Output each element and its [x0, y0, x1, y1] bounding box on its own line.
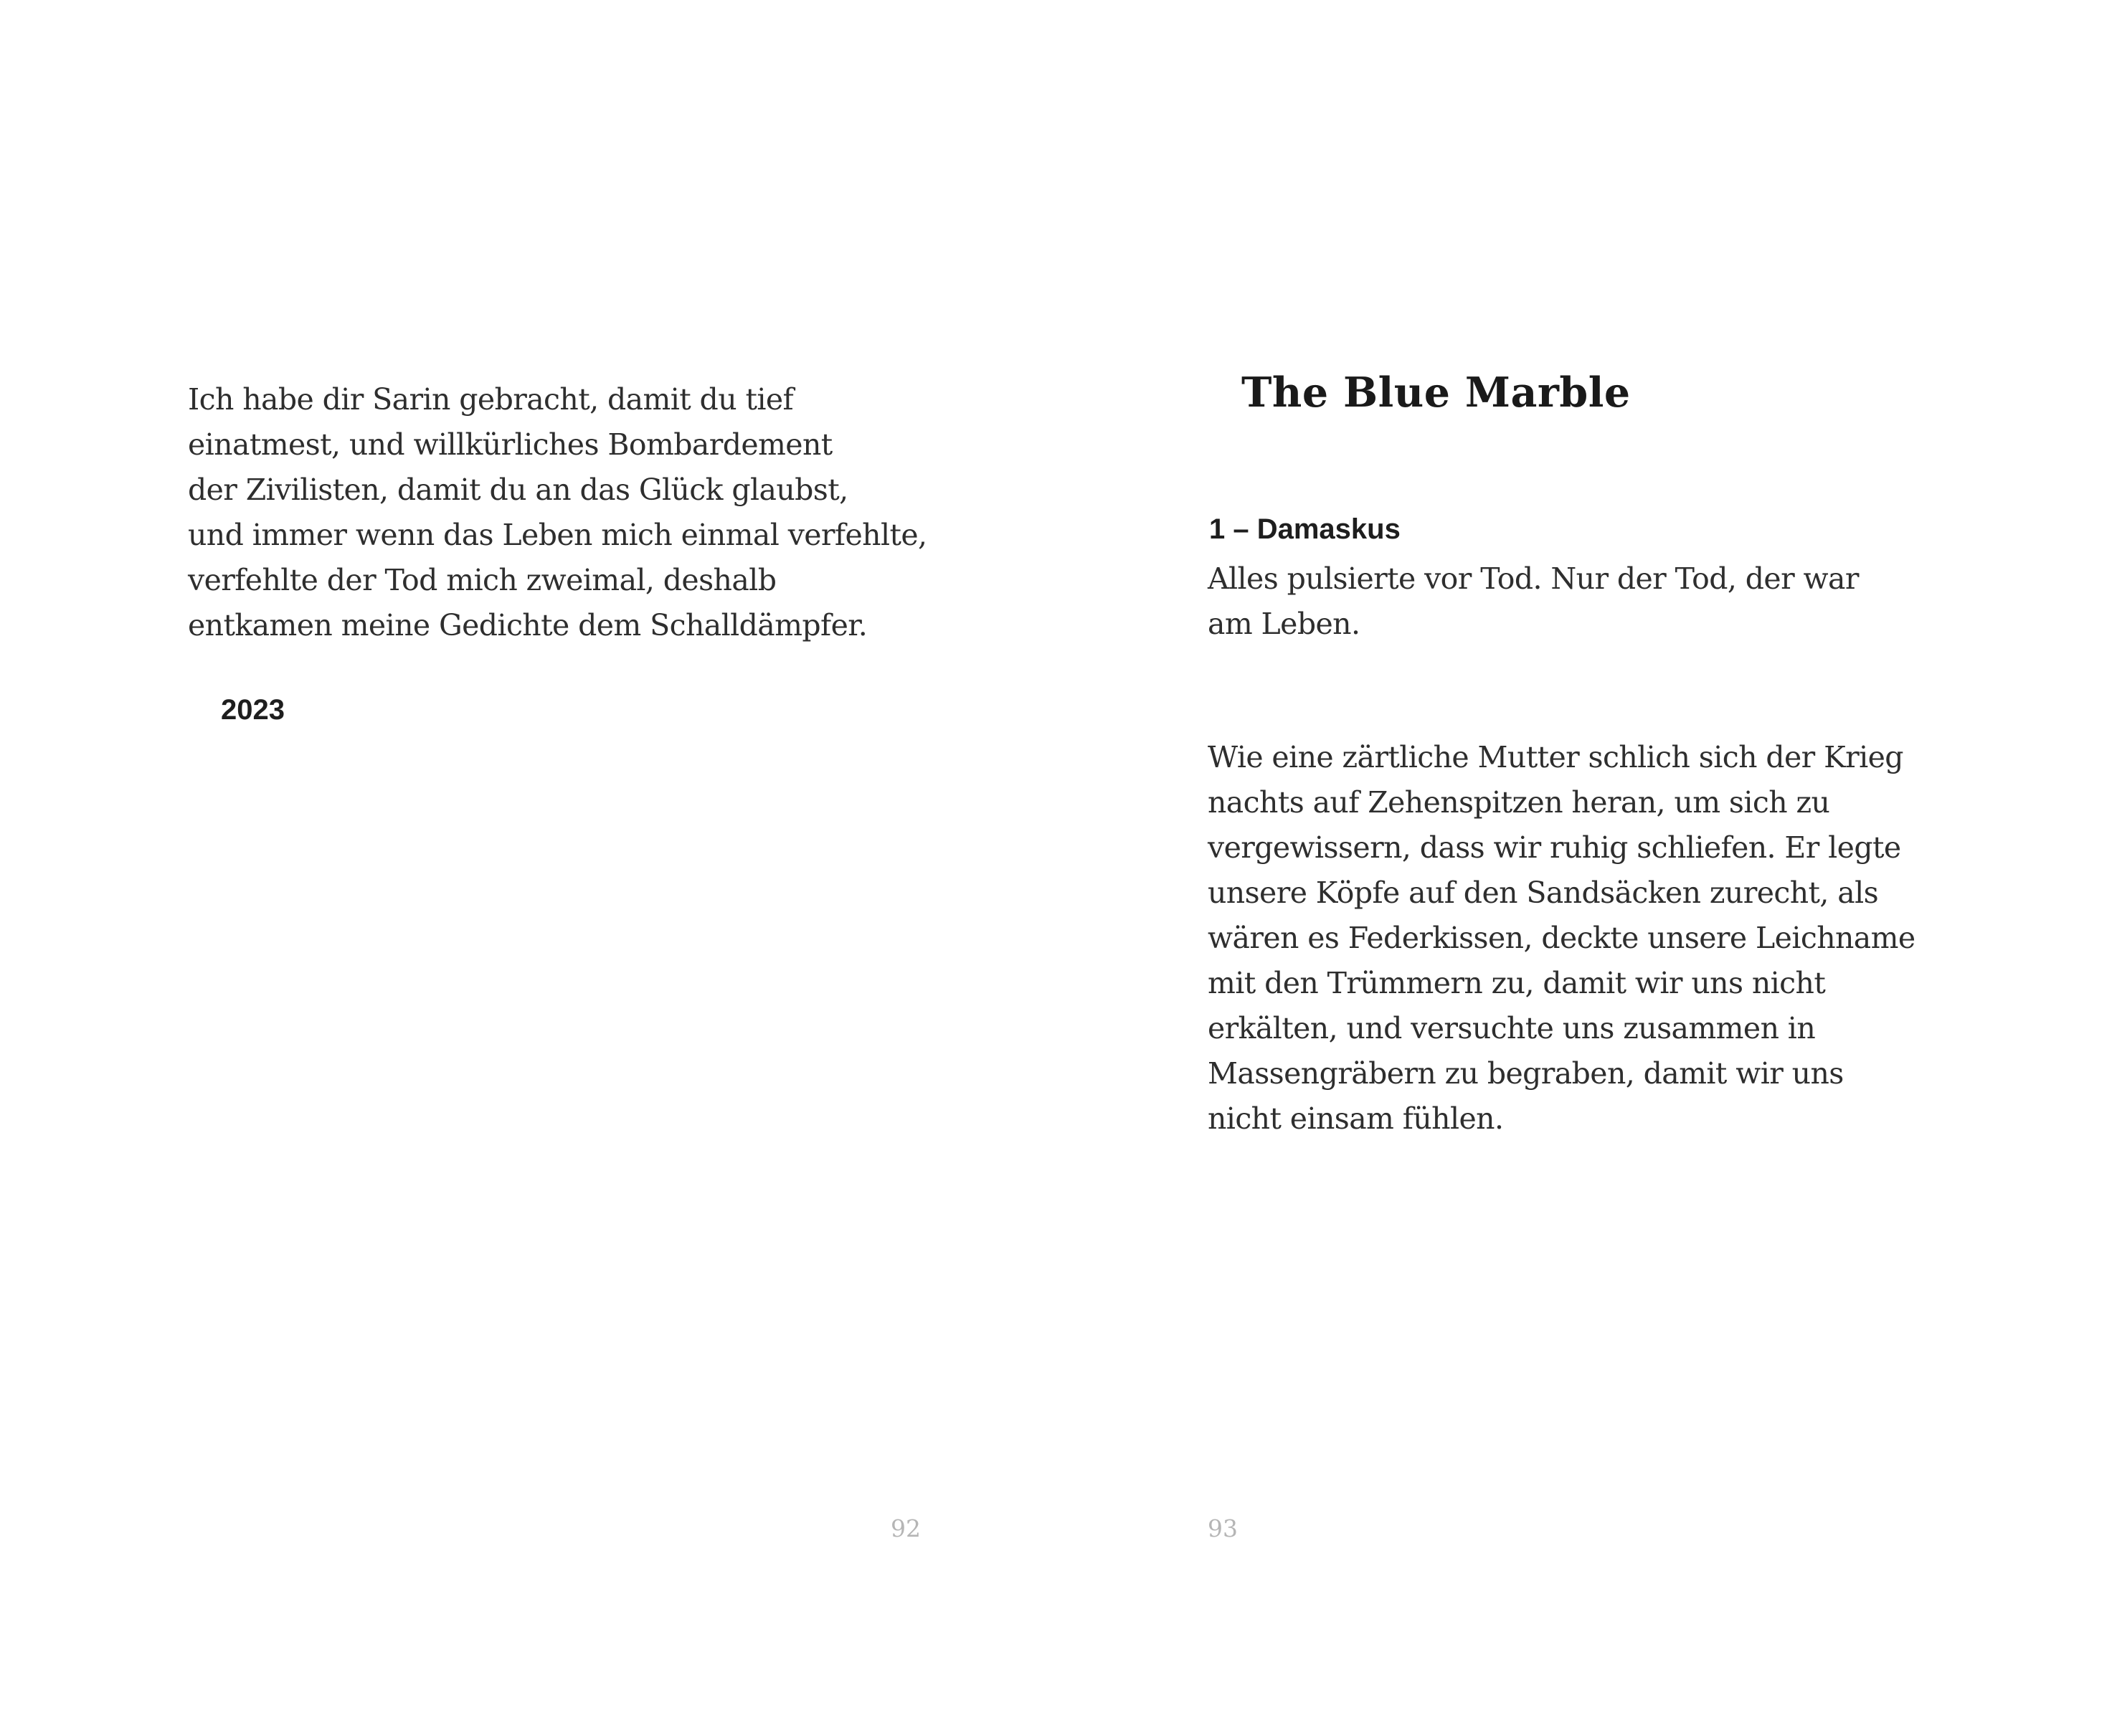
page-number-left: 92	[891, 1514, 921, 1542]
poem-line: nachts auf Zehenspitzen heran, um sich zu	[1208, 785, 1830, 820]
poem-line: einatmest, und willkürliches Bombardement	[188, 427, 833, 462]
poem-line: verfehlte der Tod mich zweimal, deshalb	[188, 563, 777, 597]
poem-line: Alles pulsierte vor Tod. Nur der Tod, der war	[1208, 561, 1859, 596]
poem-line: Ich habe dir Sarin gebracht, damit du tief	[188, 382, 794, 417]
poem-year: 2023	[221, 694, 285, 726]
poem-line: am Leben.	[1208, 607, 1360, 641]
poem-line: unsere Köpfe auf den Sandsäcken zurecht, als	[1208, 876, 1879, 910]
left-page	[0, 0, 1058, 1736]
poem-line: der Zivilisten, damit du an das Glück glaubst,	[188, 473, 848, 507]
poem-line: nicht einsam fühlen.	[1208, 1101, 1504, 1136]
poem-ending	[188, 377, 927, 648]
poem-line: mit den Trümmern zu, damit wir uns nicht	[1208, 966, 1826, 1000]
poem-line: Wie eine zärtliche Mutter schlich sich der Krieg	[1208, 740, 1903, 774]
poem-line: Massengräbern zu begraben, damit wir uns	[1208, 1056, 1844, 1091]
section-heading: 1 – Damaskus	[1209, 513, 1401, 545]
stanza-2	[1208, 735, 1915, 1142]
poem-line: erkälten, und versuchte uns zusammen in	[1208, 1011, 1816, 1045]
page-number-right: 93	[1208, 1514, 1238, 1542]
stanza-1	[1208, 556, 1859, 647]
poem-line: vergewissern, dass wir ruhig schliefen. Er legte	[1208, 830, 1901, 865]
right-page	[1058, 0, 2117, 1736]
poem-line: entkamen meine Gedichte dem Schalldämpfer.	[188, 608, 868, 642]
poem-title: The Blue Marble	[1241, 369, 1631, 417]
poem-line: wären es Federkissen, deckte unsere Leichname	[1208, 921, 1915, 955]
poem-line: und immer wenn das Leben mich einmal verfehlte,	[188, 518, 927, 552]
